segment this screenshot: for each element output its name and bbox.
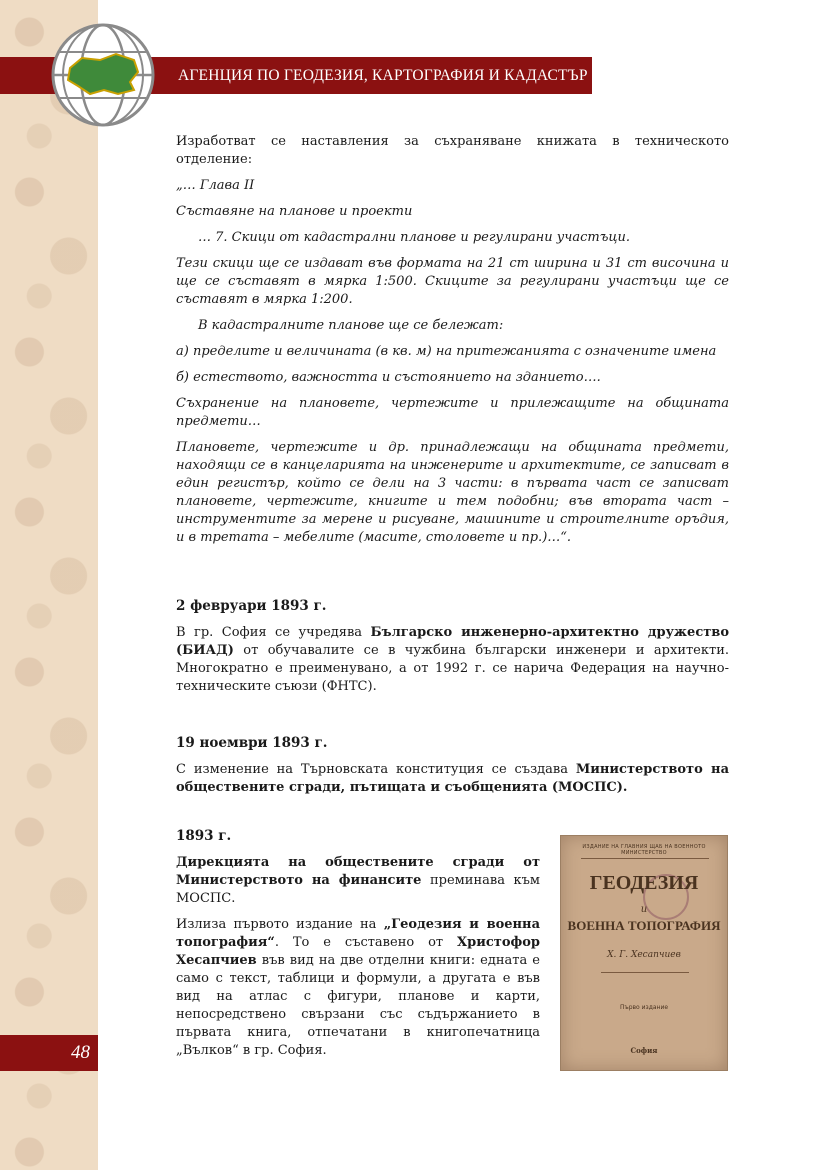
section-nov-1893 <box>176 735 729 805</box>
section-text <box>176 916 540 1060</box>
text-span: от обучавалите се в чужбина български инженери и архитекти. Многократно е преименувано, а от 1992 г. се нарича Федерация на научно-техническите съюзи (ФНТС). <box>176 643 729 694</box>
page-number: 48 <box>71 1042 90 1063</box>
agency-globe-logo-icon <box>48 20 158 130</box>
paragraph: Плановете, чертежите и др. принадлежащи на общината предмети, находящи се в канцеларията на инженерите и архитектите, се записват в един регистър, който се дели на 3 части: в първата част се записват плановете, чертежите, книгите и тем подобни; във втората част – инструментите за мерене и рисуване, машините и строителните оръдия, и в третата – мебелите (масите, столовете и пр.)…“. <box>176 440 729 545</box>
paragraph: б) естеството, важността и състоянието на зданието…. <box>176 370 601 385</box>
divider <box>601 972 689 973</box>
book-title-2: ВОЕННА ТОПОГРАФИЯ <box>567 918 721 933</box>
book-cover-image <box>560 835 728 1071</box>
text-span: С изменение на Търновската конституция се създава <box>176 762 576 777</box>
text-span: В гр. София се учредява <box>176 625 371 640</box>
paragraph: Изработват се наставления за съхраняване книжата в техническото отделение: <box>176 134 729 167</box>
book-city: София <box>630 1046 658 1055</box>
paragraph: В кадастралните планове ще се бележат: <box>198 318 504 333</box>
bold-span: Христофор Хесапчиев <box>176 935 540 968</box>
text-span: във вид на две отделни книги: едната е само с текст, таблици и формули, а другата е във вид на атлас с фигури, планове и карти, непосредствено свързани със съдържанието в първата книга, отпечатани в книгопечатница „Вълков“ в гр. София. <box>176 953 540 1058</box>
text-span: Излиза първото издание на <box>176 917 384 932</box>
section-text <box>176 761 729 797</box>
bold-span: Дирекцията на обществените сгради от Министерството на финансите <box>176 855 540 888</box>
paragraph: Съхранение на плановете, чертежите и прилежащите на общината предмети… <box>176 396 729 429</box>
page-header-title: АГЕНЦИЯ ПО ГЕОДЕЗИЯ, КАРТОГРАФИЯ И КАДАСТЪР <box>178 67 588 84</box>
paragraph: Тези скици ще се издават във формата на 21 cm ширина и 31 cm височина и ще се съставят в мярка 1:500. Скиците за регулирани участъци ще се съставят в мярка 1:200. <box>176 256 729 307</box>
section-feb-1893 <box>176 598 729 704</box>
bold-span: Министерството на обществените сгради, пътищата и съобщенията (МОСПС). <box>176 762 729 795</box>
bold-span: Българско инженерно-архитектно дружество (БИАД) <box>176 625 729 658</box>
paragraph: Съставяне на планове и проекти <box>176 204 413 219</box>
text-span: преминава към МОСПС. <box>176 873 540 906</box>
intro-text-block <box>176 133 729 555</box>
section-1893 <box>176 828 540 1068</box>
section-text <box>176 854 540 908</box>
section-date: 1893 г. <box>176 828 232 844</box>
bold-span: „Геодезия и военна топография“ <box>176 917 541 950</box>
book-conjunction: и <box>640 904 648 915</box>
section-date: 2 февруари 1893 г. <box>176 598 327 614</box>
divider <box>581 858 709 859</box>
section-text <box>176 624 729 696</box>
book-publisher-line: ИЗДАНИЕ НА ГЛАВНИЯ ЩАБ НА ВОЕННОТО МИНИСТЕРСТВО <box>582 844 706 856</box>
paragraph: „… Глава II <box>176 178 255 193</box>
text-span: . То е съставено от <box>274 935 458 950</box>
paragraph: … 7. Скици от кадастрални планове и регулирани участъци. <box>198 230 630 245</box>
paragraph: а) пределите и величината (в кв. м) на притежанията с означените имена <box>176 344 717 359</box>
section-date: 19 ноември 1893 г. <box>176 735 328 751</box>
book-title-1: ГЕОДЕЗИЯ <box>589 872 699 894</box>
book-subtitle: Първо издание <box>619 1004 669 1011</box>
decorative-side-band <box>0 0 98 1170</box>
book-author: Х. Г. Хесапчиев <box>607 950 681 960</box>
